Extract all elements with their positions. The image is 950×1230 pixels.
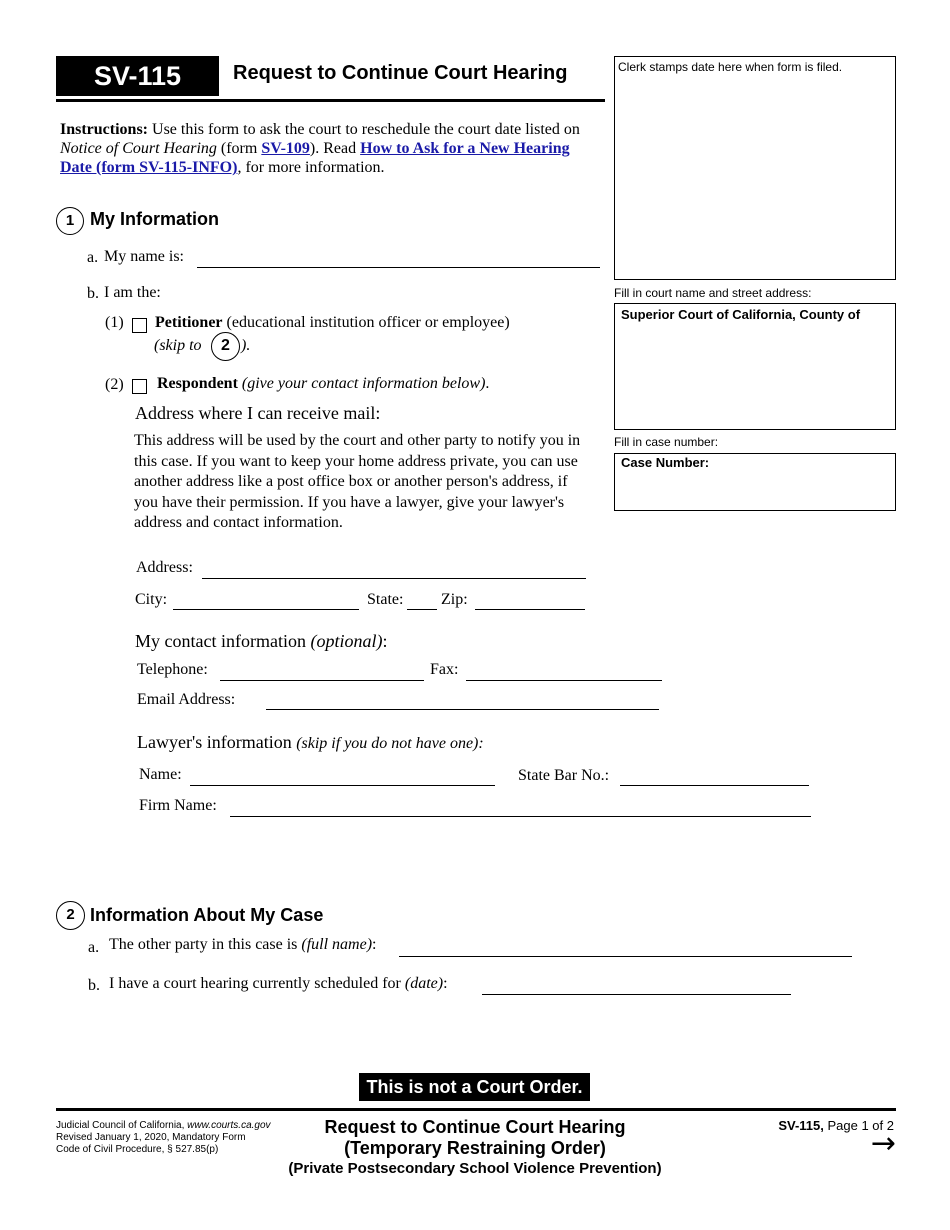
footer-page-number: Page 1 of 2	[823, 1118, 894, 1133]
my-name-field[interactable]	[197, 267, 600, 268]
instructions-text-1: Use this form to ask the court to reschedule the court date listed on	[148, 121, 580, 138]
not-court-order-banner: This is not a Court Order.	[359, 1073, 590, 1101]
item-2a-letter: a.	[88, 939, 100, 956]
fax-field[interactable]	[466, 680, 662, 681]
contact-heading: My contact information (optional):	[135, 631, 388, 651]
skip-to-pre: (skip to	[154, 337, 202, 354]
courts-website: www.courts.ca.gov	[187, 1120, 271, 1131]
respondent-bold: Respondent	[157, 375, 238, 392]
petitioner-bold: Petitioner	[155, 314, 223, 331]
hearing-date-italic: (date)	[404, 975, 444, 992]
next-page-arrow-icon[interactable]: →	[870, 1126, 896, 1161]
other-party-italic: (full name)	[301, 936, 373, 953]
footer-left	[56, 1120, 271, 1156]
footer-subtitle: (Temporary Restraining Order)	[344, 1138, 606, 1158]
section-1-title: My Information	[90, 209, 219, 229]
instructions-label: Instructions:	[60, 121, 149, 138]
clerk-stamp-box	[614, 56, 896, 280]
skip-to-text	[154, 337, 202, 355]
footer-rule	[56, 1108, 896, 1111]
email-field[interactable]	[266, 709, 659, 710]
option-2-number: (2)	[105, 376, 124, 393]
state-label: State:	[367, 591, 404, 608]
email-label: Email Address:	[137, 691, 236, 708]
other-party-label: The other party in this case is (full name):	[109, 936, 377, 953]
court-name-field[interactable]	[614, 303, 896, 430]
state-bar-field[interactable]	[620, 785, 809, 786]
instructions-paragraph	[60, 120, 605, 177]
footer-subtitle-2: (Private Postsecondary School Violence Prevention)	[288, 1160, 662, 1177]
court-name-caption: Fill in court name and street address:	[614, 286, 812, 300]
item-1b-letter: b.	[87, 285, 99, 302]
state-bar-label: State Bar No.:	[518, 767, 610, 784]
section-2-number: 2	[56, 901, 85, 930]
section-1-number: 1	[56, 207, 84, 235]
city-field[interactable]	[173, 609, 359, 610]
lawyer-skip: (skip if you do not have one):	[296, 735, 484, 752]
city-label: City:	[135, 591, 168, 608]
respondent-instruction: (give your contact information below)	[237, 375, 486, 392]
notice-title: Notice of Court Hearing	[60, 140, 217, 157]
firm-name-label: Firm Name:	[139, 797, 217, 814]
footer-center	[250, 1117, 700, 1179]
respondent-label: Respondent (give your contact information below).	[157, 375, 490, 392]
sv-109-link[interactable]: SV-109	[261, 140, 310, 157]
telephone-label: Telephone:	[137, 661, 208, 678]
form-title: Request to Continue Court Hearing	[233, 62, 568, 84]
mail-address-heading: Address where I can receive mail:	[135, 403, 381, 423]
lawyer-name-label: Name:	[139, 766, 182, 783]
item-1a-letter: a.	[87, 249, 99, 266]
mail-address-paragraph: This address will be used by the court and other party to notify you in this case. If you want to keep your home address private, you can use another address like a post office box or another person's address, if you have their permission. If you have a lawyer, give your lawyer's address and contact information.	[134, 432, 581, 531]
form-code-badge: SV-115	[56, 56, 219, 96]
hearing-date-field[interactable]	[482, 994, 791, 995]
firm-name-field[interactable]	[230, 816, 811, 817]
instructions-text-2: (form	[216, 140, 262, 157]
section-2-title: Information About My Case	[90, 905, 324, 925]
hearing-date-label: I have a court hearing currently scheduled for (date):	[109, 975, 448, 992]
skip-to-post: ).	[241, 337, 251, 354]
instructions-text-4: , for more information.	[237, 159, 385, 176]
header-rule	[56, 99, 605, 102]
footer-revised: Revised January 1, 2020, Mandatory Form	[56, 1132, 246, 1143]
footer-publisher: Judicial Council of California, www.courts.ca.gov	[56, 1120, 271, 1131]
option-1-number: (1)	[105, 314, 124, 331]
lawyer-heading: Lawyer's information (skip if you do not have one):	[137, 732, 484, 752]
instructions-text-3: ). Read	[309, 140, 361, 157]
zip-field[interactable]	[475, 609, 585, 610]
footer-statute: Code of Civil Procedure, § 527.85(p)	[56, 1144, 219, 1155]
contact-optional: (optional)	[310, 631, 383, 651]
footer-title: Request to Continue Court Hearing	[324, 1117, 626, 1137]
petitioner-checkbox[interactable]	[132, 318, 147, 333]
case-number-label: Case Number:	[621, 455, 710, 470]
respondent-checkbox[interactable]	[132, 379, 147, 394]
zip-label: Zip:	[441, 591, 468, 608]
other-party-field[interactable]	[399, 956, 852, 957]
my-name-label: My name is:	[104, 248, 184, 265]
petitioner-label	[155, 314, 510, 332]
case-number-caption: Fill in case number:	[614, 435, 719, 449]
address-field[interactable]	[202, 578, 586, 579]
state-field[interactable]	[407, 609, 437, 610]
footer-form-code: SV-115,	[778, 1118, 824, 1133]
address-label: Address:	[136, 559, 193, 576]
court-name-value: Superior Court of California, County of	[621, 307, 861, 322]
clerk-stamp-label: Clerk stamps date here when form is filed.	[618, 60, 843, 74]
telephone-field[interactable]	[220, 680, 424, 681]
case-number-field[interactable]	[614, 453, 896, 511]
lawyer-name-field[interactable]	[190, 785, 495, 786]
skip-section-2-number: 2	[211, 332, 240, 361]
item-2b-letter: b.	[88, 977, 100, 994]
i-am-the-label: I am the:	[104, 284, 161, 301]
sv-115-info-link[interactable]: How to Ask for a New Hearing Date (form SV-115-INFO)	[60, 140, 570, 176]
fax-label: Fax:	[430, 661, 459, 678]
petitioner-desc: (educational institution officer or employee)	[222, 314, 510, 331]
